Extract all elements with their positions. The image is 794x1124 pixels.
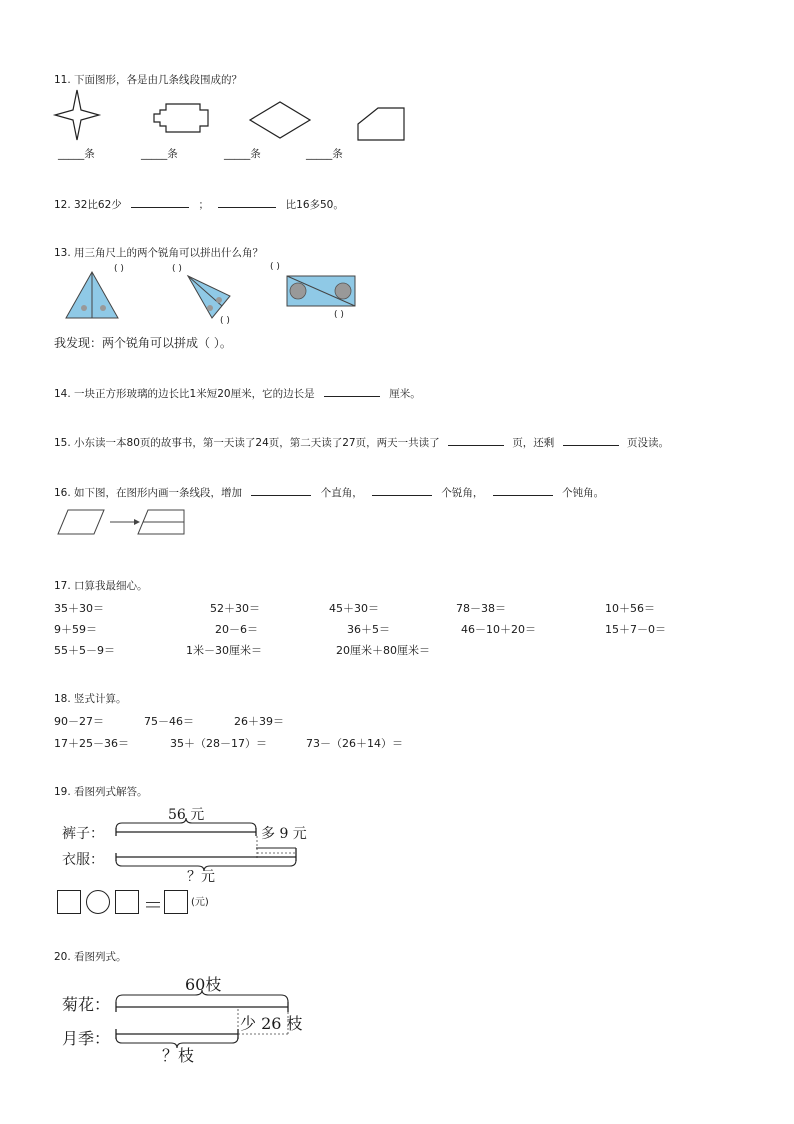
- q17-item: 78－38＝: [456, 602, 506, 615]
- q18-item: 17＋25－36＝: [54, 737, 129, 750]
- q17-item: 1米－30厘米＝: [186, 644, 262, 657]
- q11-blank-3[interactable]: _____条: [224, 148, 261, 160]
- q13-paren-3[interactable]: ( ): [220, 316, 230, 326]
- q19-unit: (元): [191, 897, 209, 908]
- q17-item: 52＋30＝: [210, 602, 260, 615]
- q17-item: 45＋30＝: [329, 602, 379, 615]
- q19-bottom-label: ？元: [187, 869, 215, 885]
- q17-item: 36＋5＝: [347, 623, 390, 636]
- q20-text: 20. 看图列式。: [54, 951, 127, 963]
- q20-top-label: 60枝: [185, 975, 222, 994]
- q13-paren-5[interactable]: ( ): [334, 310, 344, 320]
- q11-blank-1[interactable]: _____条: [58, 148, 95, 160]
- q20-row1-label: 菊花：: [62, 995, 111, 1014]
- q16: 16. 如下图，在图形内画一条线段，增加 个直角， 个锐角， 个钝角。: [54, 484, 604, 500]
- q20-diff-label: 少 26 枝: [240, 1014, 303, 1033]
- q20-bottom-label: ？枝: [162, 1046, 195, 1065]
- q17-item: 55＋5－9＝: [54, 644, 115, 657]
- q11-blank-2[interactable]: _____条: [141, 148, 178, 160]
- q13-text: 13. 用三角尺上的两个锐角可以拼出什么角？: [54, 247, 264, 259]
- q17-item: 20厘米＋80厘米＝: [336, 644, 430, 657]
- q15: 15. 小东读一本80页的故事书，第一天读了24页，第二天读了27页，两天一共读了 页，还剩 页没读。: [54, 434, 669, 450]
- q19-text: 19. 看图列式解答。: [54, 786, 148, 798]
- q17-item: 9＋59＝: [54, 623, 97, 636]
- q17-item: 15＋7－0＝: [605, 623, 666, 636]
- q17-item: 35＋30＝: [54, 602, 104, 615]
- q18-item: 35＋（28－17）＝: [170, 737, 267, 750]
- q17-item: 20－6＝: [215, 623, 258, 636]
- q18-item: 26＋39＝: [234, 715, 284, 728]
- q20-row2-label: 月季：: [62, 1029, 111, 1048]
- q13-paren-4[interactable]: ( ): [270, 262, 280, 272]
- q17-item: 10＋56＝: [605, 602, 655, 615]
- q18-item: 75－46＝: [144, 715, 194, 728]
- q13-paren-1[interactable]: ( ): [114, 264, 124, 274]
- q19-top-label: 56 元: [168, 807, 205, 823]
- q18-item: 90－27＝: [54, 715, 104, 728]
- q19-row2-label: 衣服：: [62, 852, 104, 868]
- q19-row1-label: 裤子：: [62, 826, 104, 842]
- q19-diff-label: 多 9 元: [261, 826, 307, 842]
- q17-item: 46－10＋20＝: [461, 623, 536, 636]
- q14: 14. 一块正方形玻璃的边长比1米短20厘米，它的边长是 厘米。: [54, 385, 421, 401]
- q13-discovery: 我发现：两个锐角可以拼成（ ）。: [54, 336, 232, 350]
- q17-text: 17. 口算我最细心。: [54, 580, 148, 592]
- q18-text: 18. 竖式计算。: [54, 693, 127, 705]
- q11-text: 11. 下面图形，各是由几条线段围成的？: [54, 74, 243, 86]
- q11-blank-4[interactable]: _____条: [306, 148, 343, 160]
- q13-paren-2[interactable]: ( ): [172, 264, 182, 274]
- q12: 12. 32比62少 ； 比16多50。: [54, 196, 344, 212]
- q18-item: 73－（26＋14）＝: [306, 737, 403, 750]
- equals-sign: ＝: [143, 893, 163, 917]
